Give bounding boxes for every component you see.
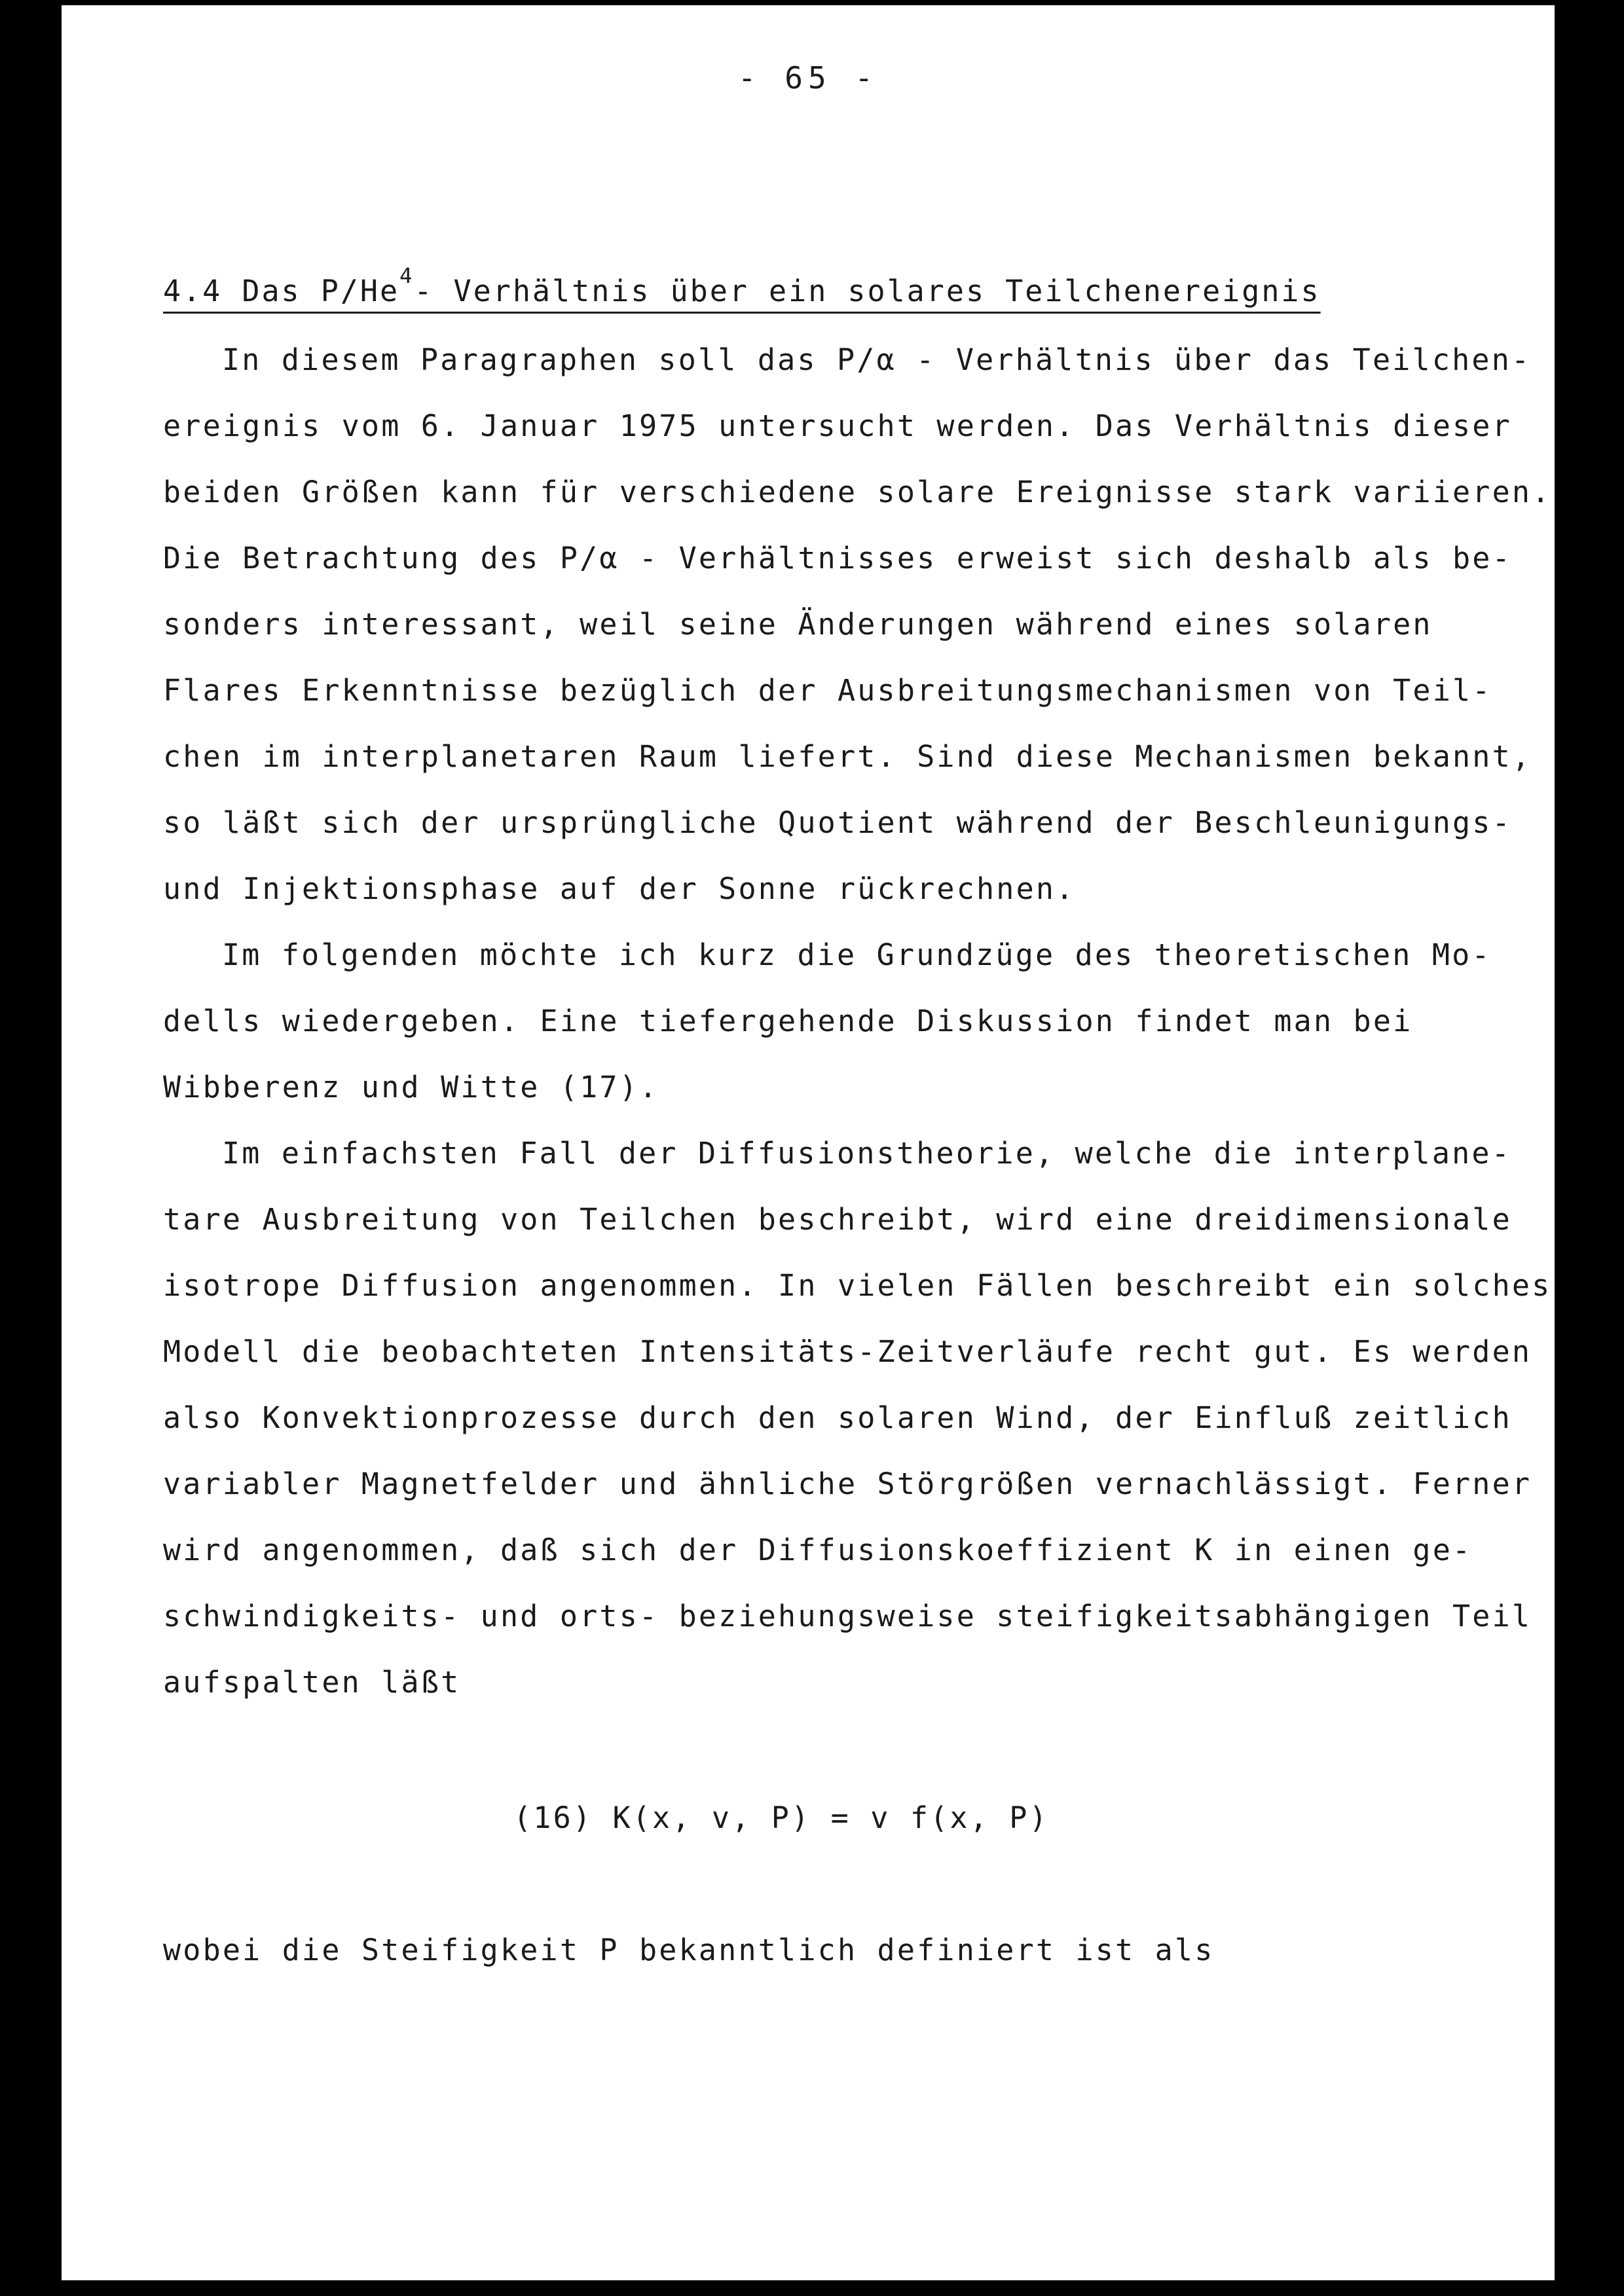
text-line: dells wiedergeben. Eine tiefergehende Diskussion findet man bei [163,1004,1413,1038]
section-heading [163,263,1321,308]
heading-prefix: 4.4 Das P/He [163,274,400,308]
document-page [62,5,1555,2280]
text-line: In diesem Paragraphen soll das P/α - Verhältnis über das Teilchen- [222,342,1532,377]
page-number: - 65 - [737,60,879,96]
equation: (16) K(x, v, P) = v f(x, P) [513,1800,1049,1835]
text-line: beiden Größen kann für verschiedene solare Ereignisse stark variieren. [163,475,1552,509]
text-line: Wibberenz und Witte (17). [163,1070,659,1104]
text-line: wobei die Steifigkeit P bekanntlich definiert ist als [163,1933,1215,1967]
text-line: tare Ausbreitung von Teilchen beschreibt, wird eine dreidimensionale [163,1202,1512,1237]
text-line: Modell die beobachteten Intensitäts-Zeitverläufe recht gut. Es werden [163,1334,1532,1369]
heading-suffix: - Verhältnis über ein solares Teilchenereignis [414,274,1321,308]
text-line: und Injektionsphase auf der Sonne rückrechnen. [163,871,1076,906]
text-line: isotrope Diffusion angenommen. In vielen Fällen beschreibt ein solches [163,1268,1552,1303]
text-line: also Konvektionprozesse durch den solaren Wind, der Einfluß zeitlich [163,1400,1512,1435]
text-line: schwindigkeits- und orts- beziehungsweise steifigkeitsabhängigen Teil [163,1599,1532,1633]
text-line: aufspalten läßt [163,1665,461,1700]
text-line: Die Betrachtung des P/α - Verhältnisses erweist sich deshalb als be- [163,541,1512,575]
text-line: sonders interessant, weil seine Änderungen während eines solaren [163,607,1433,642]
text-line: wird angenommen, daß sich der Diffusionskoeffizient K in einen ge- [163,1533,1473,1567]
text-line: so läßt sich der ursprüngliche Quotient während der Beschleunigungs- [163,805,1512,840]
text-line: chen im interplanetaren Raum liefert. Sind diese Mechanismen bekannt, [163,739,1532,774]
heading-superscript: 4 [399,263,415,288]
text-line: Im einfachsten Fall der Diffusionstheorie, welche die interplane- [222,1136,1511,1171]
text-line: Flares Erkenntnisse bezüglich der Ausbreitungsmechanismen von Teil- [163,673,1492,708]
text-line: variabler Magnetfelder und ähnliche Störgrößen vernachlässigt. Ferner [163,1467,1532,1501]
text-line: Im folgenden möchte ich kurz die Grundzüge des theoretischen Mo- [222,938,1492,972]
text-line: ereignis vom 6. Januar 1975 untersucht werden. Das Verhältnis dieser [163,409,1512,443]
